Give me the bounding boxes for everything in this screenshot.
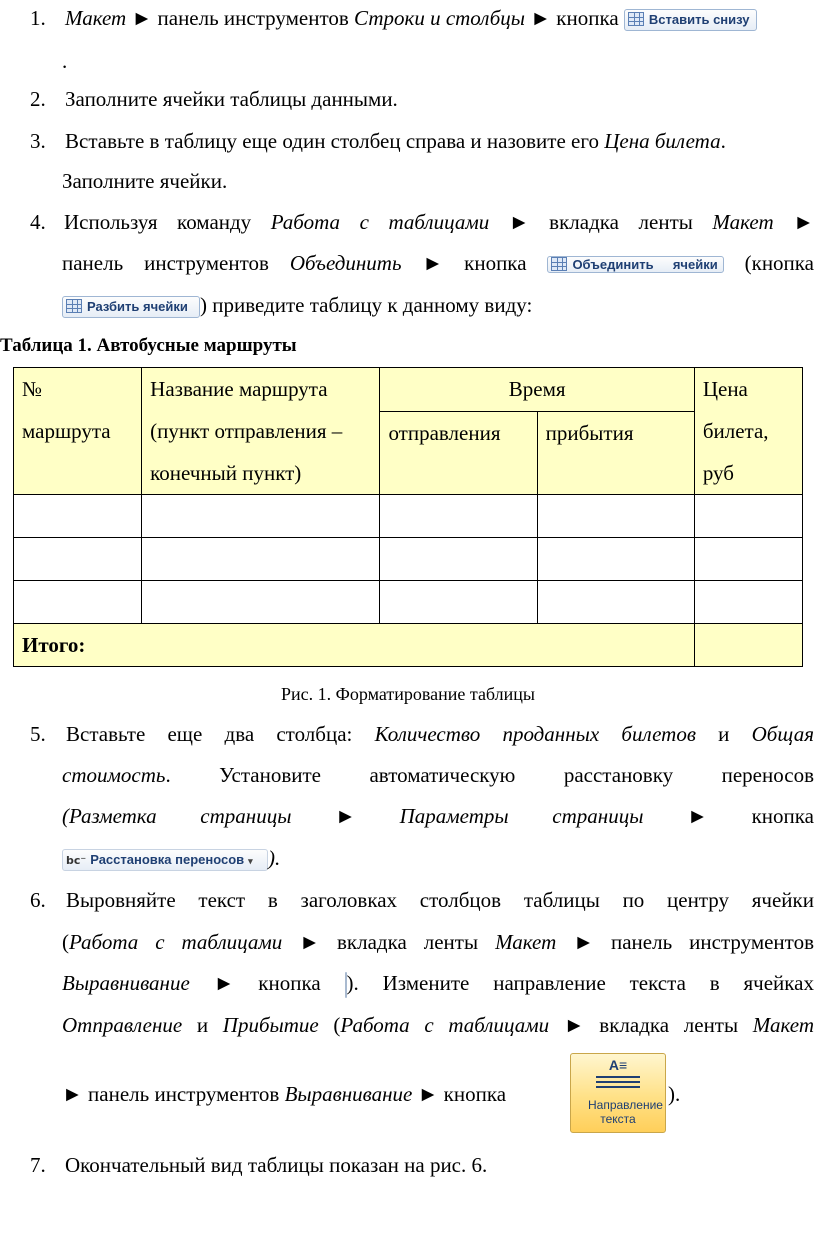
text: ► вкладка ленты (489, 210, 713, 234)
item-6-line3 (62, 970, 814, 998)
text: кнопка (707, 804, 814, 828)
figure-caption: Рис. 1. Форматирование таблицы (280, 684, 535, 704)
table-cell[interactable] (14, 495, 142, 538)
item-2 (30, 86, 398, 112)
item-7 (30, 1152, 487, 1178)
hyphenation-button[interactable] (62, 849, 268, 871)
header-text: Название маршрута (150, 377, 328, 401)
header-route-number (14, 368, 142, 495)
text: Макет (65, 6, 127, 30)
item-number: 1. (30, 6, 46, 30)
table-cell[interactable] (694, 495, 802, 538)
button-label: Расстановка переносов (90, 852, 245, 868)
chevron-down-icon: ▾ (248, 856, 253, 867)
text: Вставьте еще два столбца: (66, 722, 375, 746)
text: Макет (752, 1013, 814, 1037)
text: Заполните ячейки таблицы данными. (65, 87, 398, 111)
text: (кнопка (744, 251, 815, 275)
header-text: (пункт отправления – (150, 419, 343, 443)
header-text: № (22, 377, 43, 401)
button-label: Разбить ячейки (87, 299, 188, 315)
text: . Установите автоматическую расстановку переносов (165, 763, 814, 787)
text: и (182, 1013, 223, 1037)
item-4-line3 (62, 292, 532, 318)
text: Выравнивание (284, 1082, 413, 1106)
item-number: 3. (30, 129, 46, 153)
item-number: 5. (30, 722, 46, 746)
header-route-name (142, 368, 380, 495)
text: . (720, 129, 726, 153)
table-icon (551, 257, 567, 271)
header-text: руб (702, 461, 734, 485)
header-time: Время (380, 368, 694, 412)
table-cell[interactable] (14, 538, 142, 581)
text: Работа с таблицами (69, 930, 283, 954)
table-cell[interactable] (142, 495, 380, 538)
text: ► кнопка (524, 6, 624, 30)
item-6-line5 (62, 1081, 506, 1107)
text: Работа с таблицами (270, 210, 490, 234)
lines-icon (596, 1074, 640, 1092)
item-4-line1 (64, 209, 814, 235)
text: ( (62, 930, 69, 954)
header-text: конечный пункт) (150, 461, 302, 485)
table-cell[interactable] (537, 538, 694, 581)
text: ► кнопка (401, 251, 548, 275)
text: ► вкладка ленты (282, 930, 496, 954)
header-departure: отправления (380, 412, 537, 495)
item-6-line2 (62, 929, 814, 955)
table-cell[interactable] (142, 538, 380, 581)
merge-cells-button[interactable] (547, 256, 723, 273)
table-icon (66, 299, 82, 313)
table-row (14, 538, 803, 581)
text-direction-button[interactable] (570, 1053, 666, 1133)
total-cell[interactable] (694, 624, 802, 667)
item-4-line2 (62, 250, 814, 276)
text: (Разметка страницы ► Параметры страницы ► (62, 804, 708, 828)
hyphenation-icon: bc⁻ (66, 854, 87, 868)
text: ). (268, 846, 281, 870)
text: Работа с таблицами (340, 1013, 550, 1037)
table-cell[interactable] (380, 538, 537, 581)
text: Выровняйте текст в заголовках столбцов таблицы по центру ячейки (66, 888, 814, 912)
total-label: Итого: (14, 624, 695, 667)
table-cell[interactable] (380, 495, 537, 538)
item-5-line2 (62, 762, 814, 788)
item-6-end: ). (668, 1082, 681, 1106)
item-number: 2. (30, 87, 46, 111)
table-row (14, 495, 803, 538)
item-6-line4 (62, 1012, 814, 1038)
text: Количество проданных билетов (374, 722, 696, 746)
text: ► кнопка (189, 971, 345, 995)
header-price (694, 368, 802, 495)
routes-table (13, 367, 803, 667)
item-5-line1 (66, 721, 814, 747)
item-5-line4 (62, 845, 280, 871)
item-6-line1 (66, 887, 814, 913)
text: Макет (712, 210, 774, 234)
table-cell[interactable] (537, 495, 694, 538)
table-cell[interactable] (537, 581, 694, 624)
table-cell[interactable] (380, 581, 537, 624)
table-icon (628, 12, 644, 26)
text: Отправление (62, 1013, 183, 1037)
align-center-button[interactable] (345, 972, 347, 998)
text: ► (773, 210, 814, 234)
item-1 (30, 5, 757, 31)
text: Строки и столбцы (354, 6, 525, 30)
item-5-line3 (62, 803, 814, 829)
table-row (14, 581, 803, 624)
text-direction-icon: A≡ (608, 1057, 628, 1073)
header-text: маршрута (22, 419, 111, 443)
text: Окончательный вид таблицы показан на рис. 6. (65, 1153, 488, 1177)
table-cell[interactable] (694, 538, 802, 581)
button-label: Объединить ячейки (572, 257, 718, 273)
header-arrival: прибытия (537, 412, 694, 495)
table-cell[interactable] (142, 581, 380, 624)
text: Выравнивание (62, 971, 190, 995)
text: Вставьте в таблицу еще один столбец справа и назовите его (65, 129, 605, 153)
header-text: билета, (702, 419, 769, 443)
text: ► панель инструментов (62, 1082, 285, 1106)
text: Общая (751, 722, 814, 746)
text: Прибытие (222, 1013, 319, 1037)
text: Используя команду (64, 210, 271, 234)
button-label: Вставить снизу (648, 12, 750, 28)
text: панель инструментов (62, 251, 290, 275)
text: Объединить (289, 251, 402, 275)
text: Макет (495, 930, 557, 954)
text: ( (318, 1013, 341, 1037)
insert-below-button[interactable] (624, 9, 757, 31)
text: и (695, 722, 752, 746)
text: ► панель инструментов (556, 930, 814, 954)
item-number: 7. (30, 1153, 46, 1177)
item-number: 4. (30, 210, 46, 234)
text: ) приведите таблицу к данному виду: (200, 293, 533, 317)
text: ► вкладка ленты (549, 1013, 753, 1037)
item-number: 6. (30, 888, 46, 912)
table-cell[interactable] (694, 581, 802, 624)
split-cells-button[interactable] (62, 296, 200, 318)
text: Цена билета (604, 129, 721, 153)
table-caption: Таблица 1. Автобусные маршруты (0, 335, 297, 356)
item-3 (30, 128, 726, 154)
text: ► кнопка (412, 1082, 507, 1106)
header-text: Цена (702, 377, 748, 401)
text: ). Измените направление текста в ячейках (346, 971, 814, 995)
text: стоимость (62, 763, 166, 787)
text: ► панель инструментов (126, 6, 355, 30)
item-3-cont: Заполните ячейки. (62, 169, 228, 193)
button-label: Направление текста (588, 1098, 663, 1126)
table-cell[interactable] (14, 581, 142, 624)
total-row (14, 624, 803, 667)
item-1-dot: . (62, 49, 68, 73)
